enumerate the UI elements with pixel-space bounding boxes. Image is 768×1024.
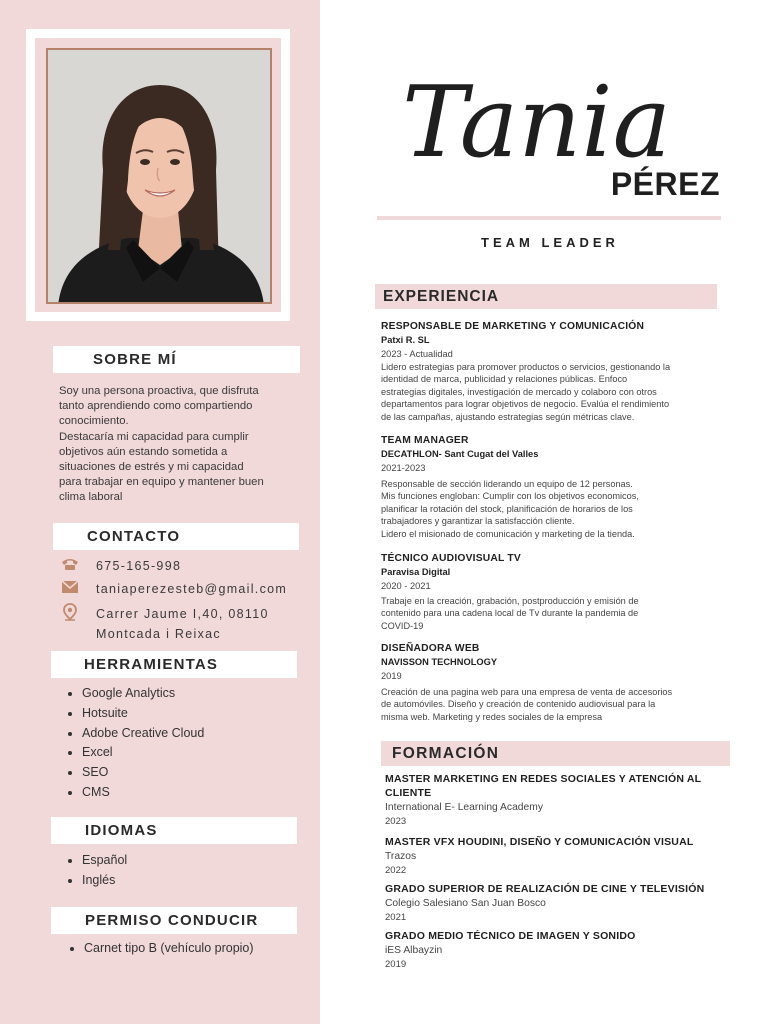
phone-icon xyxy=(60,556,80,572)
first-name-script xyxy=(398,48,728,178)
list-item: Español xyxy=(64,851,127,871)
experience-heading: EXPERIENCIA xyxy=(375,284,717,309)
list-item: Excel xyxy=(64,743,204,763)
contact-email[interactable]: taniaperezesteb@gmail.com xyxy=(60,579,287,599)
last-name: PÉREZ xyxy=(610,166,720,202)
about-text: Soy una persona proactiva, que disfruta tanto aprendiendo como compartiendo conocimiento. Destacaría mi capacidad para cumplir objetivos aún estando sometida a situaciones de estrés y mi capacidad para trabajar en equipo y mantener buen clima laboral xyxy=(59,385,264,504)
job-title: TEAM LEADER xyxy=(481,235,619,250)
list-item: Inglés xyxy=(64,871,127,891)
list-item: Google Analytics xyxy=(64,684,204,704)
list-item: SEO xyxy=(64,763,204,783)
profile-photo xyxy=(46,48,272,304)
tools-heading: HERRAMIENTAS xyxy=(51,651,297,678)
name-divider xyxy=(377,216,721,220)
contact-phone[interactable]: 675-165-998 xyxy=(60,556,181,576)
education-item: MASTER VFX HOUDINI, DISEÑO Y COMUNICACIÓN VISUAL Trazos 2022 xyxy=(385,836,694,876)
list-item: Carnet tipo B (vehículo propio) xyxy=(66,939,254,959)
license-heading: PERMISO CONDUCIR xyxy=(51,907,297,934)
list-item: CMS xyxy=(64,783,204,803)
location-pin-icon xyxy=(60,604,80,620)
experience-item: RESPONSABLE DE MARKETING Y COMUNICACIÓN Patxi R. SL 2023 - Actualidad Lidero estrategias para promover productos o servicios, gestionando la identidad de marca, publicidad y relaciones públicas. Enfoco estrategias digitales, investigación de mercado y colaboro con otros departamentos para lograr objetivos de negocio. Evalúa el rendimiento de las campañas, ajustando estrategias según métricas clave. xyxy=(381,321,671,422)
contact-heading: CONTACTO xyxy=(53,523,299,550)
experience-item: DISEÑADORA WEB NAVISSON TECHNOLOGY 2019 Creación de una pagina web para una empresa de venta de accesorios de automóviles. Diseño y creación de contenido audiovisual para la misma web. Marketing y redes sociales de la empresa xyxy=(381,643,673,722)
photo-frame xyxy=(26,29,290,321)
svg-text:Tania: Tania xyxy=(402,66,672,178)
contact-address: Carrer Jaume I,40, 08110 Montcada i Reixac xyxy=(60,604,269,644)
experience-item: TÉCNICO AUDIOVISUAL TV Paravisa Digital 2020 - 2021 Trabaje en la creación, grabación, postproducción y emisión de contenido para una cadena local de Tv durante la pandemia de COVID-19 xyxy=(381,553,639,631)
about-heading: SOBRE MÍ xyxy=(53,346,300,373)
sidebar xyxy=(0,0,320,1024)
list-item: Adobe Creative Cloud xyxy=(64,724,204,744)
education-item: GRADO MEDIO TÉCNICO DE IMAGEN Y SONIDO iES Albayzin 2019 xyxy=(385,930,636,970)
license-list xyxy=(66,939,254,959)
education-item: MASTER MARKETING EN REDES SOCIALES Y ATENCIÓN AL CLIENTE International E- Learning Academy 2023 xyxy=(385,773,702,827)
education-item: GRADO SUPERIOR DE REALIZACIÓN DE CINE Y TELEVISIÓN Colegio Salesiano San Juan Bosco 2021 xyxy=(385,883,705,923)
languages-heading: IDIOMAS xyxy=(51,817,297,844)
portrait-illustration xyxy=(48,50,272,304)
tools-list xyxy=(64,684,204,803)
languages-list xyxy=(64,851,127,891)
list-item: Hotsuite xyxy=(64,704,204,724)
mail-icon xyxy=(60,579,80,595)
experience-item: TEAM MANAGER DECATHLON- Sant Cugat del Valles 2021-2023 Responsable de sección liderando un equipo de 12 personas. Mis funciones engloban: Cumplir con los objetivos economicos, planificar la rotación del stock, planificación de horarios de los trabajadores y garantizar la satisfacción cliente. Lidero el misionado de comunicación y marketing de la tienda. xyxy=(381,435,639,539)
education-heading: FORMACIÓN xyxy=(381,741,730,766)
